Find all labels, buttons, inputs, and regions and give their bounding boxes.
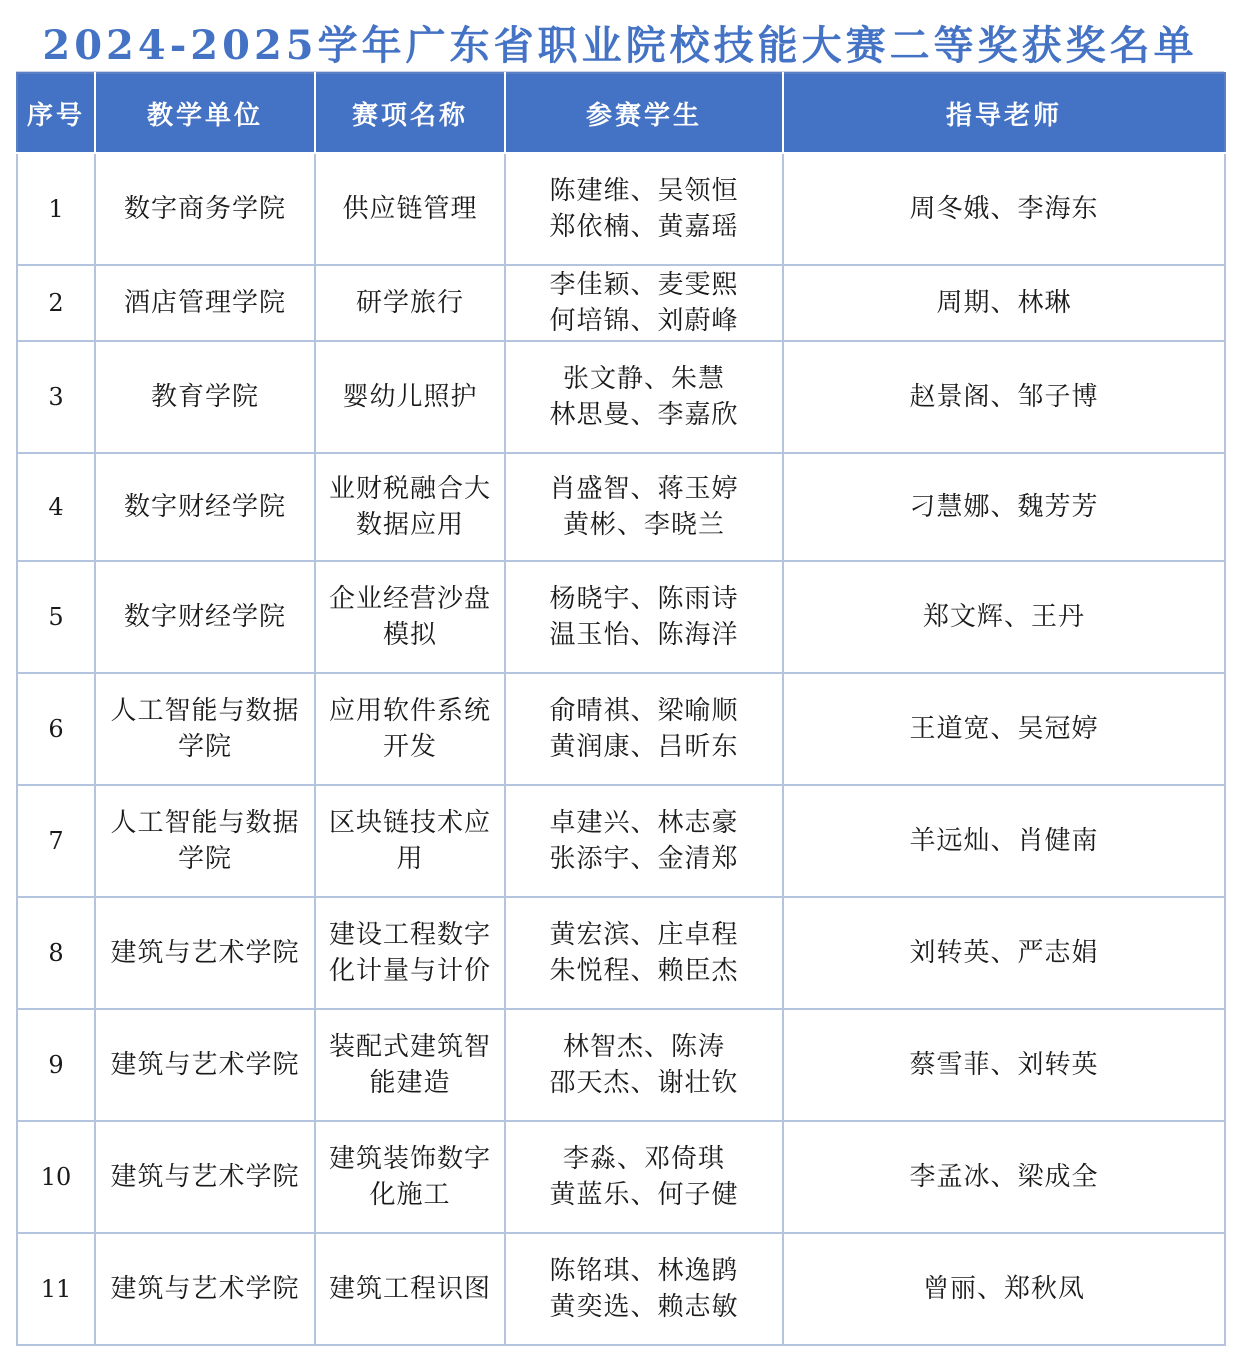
header-unit: 教学单位 bbox=[95, 73, 315, 153]
cell-students bbox=[505, 1233, 783, 1345]
cell-event: 业财税融合大数据应用 bbox=[315, 453, 505, 561]
student-pair: 林思曼、李嘉欣 bbox=[549, 400, 739, 430]
cell-students bbox=[505, 1121, 783, 1233]
awards-table bbox=[16, 72, 1226, 1346]
student-pair: 黄宏滨、庄卓程 bbox=[549, 920, 739, 950]
cell-advisors: 刘转英、严志娟 bbox=[783, 897, 1225, 1009]
cell-event: 应用软件系统开发 bbox=[315, 673, 505, 785]
cell-unit: 人工智能与数据学院 bbox=[95, 785, 315, 897]
table-row bbox=[17, 1233, 1225, 1345]
page-title: 2024-2025学年广东省职业院校技能大赛二等奖获奖名单 bbox=[16, 14, 1224, 72]
cell-unit: 数字财经学院 bbox=[95, 453, 315, 561]
table-row bbox=[17, 453, 1225, 561]
student-pair: 张文静、朱慧 bbox=[562, 364, 725, 394]
cell-event: 建设工程数字化计量与计价 bbox=[315, 897, 505, 1009]
cell-advisors: 郑文辉、王丹 bbox=[783, 561, 1225, 673]
cell-unit: 数字商务学院 bbox=[95, 153, 315, 265]
cell-advisors: 赵景阁、邹子博 bbox=[783, 341, 1225, 453]
table-row bbox=[17, 153, 1225, 265]
cell-event: 企业经营沙盘模拟 bbox=[315, 561, 505, 673]
cell-students bbox=[505, 1009, 783, 1121]
cell-students bbox=[505, 897, 783, 1009]
cell-advisors: 羊远灿、肖健南 bbox=[783, 785, 1225, 897]
cell-unit: 建筑与艺术学院 bbox=[95, 1009, 315, 1121]
student-pair: 陈铭琪、林逸鹍 bbox=[549, 1256, 739, 1286]
student-pair: 黄蓝乐、何子健 bbox=[549, 1180, 739, 1210]
header-row bbox=[17, 73, 1225, 153]
student-pair: 何培锦、刘蔚峰 bbox=[549, 306, 739, 336]
table-body bbox=[17, 153, 1225, 1345]
student-pair: 俞晴祺、梁喻顺 bbox=[549, 696, 739, 726]
student-pair: 黄彬、李晓兰 bbox=[562, 510, 725, 540]
student-pair: 朱悦程、赖臣杰 bbox=[549, 956, 739, 986]
student-pair: 郑依楠、黄嘉瑶 bbox=[549, 212, 739, 242]
header-advisors: 指导老师 bbox=[783, 73, 1225, 153]
cell-unit: 教育学院 bbox=[95, 341, 315, 453]
table-row bbox=[17, 1121, 1225, 1233]
cell-no: 6 bbox=[17, 673, 95, 785]
cell-unit: 酒店管理学院 bbox=[95, 265, 315, 341]
table-row bbox=[17, 785, 1225, 897]
cell-unit: 建筑与艺术学院 bbox=[95, 1121, 315, 1233]
cell-no: 7 bbox=[17, 785, 95, 897]
cell-event: 建筑工程识图 bbox=[315, 1233, 505, 1345]
student-pair: 陈建维、吴领恒 bbox=[549, 176, 739, 206]
cell-advisors: 王道宽、吴冠婷 bbox=[783, 673, 1225, 785]
cell-students bbox=[505, 265, 783, 341]
cell-event: 区块链技术应用 bbox=[315, 785, 505, 897]
student-pair: 李淼、邓倚琪 bbox=[562, 1144, 725, 1174]
student-pair: 卓建兴、林志豪 bbox=[549, 808, 739, 838]
cell-event: 建筑装饰数字化施工 bbox=[315, 1121, 505, 1233]
table-row bbox=[17, 1009, 1225, 1121]
cell-advisors: 曾丽、郑秋凤 bbox=[783, 1233, 1225, 1345]
cell-unit: 人工智能与数据学院 bbox=[95, 673, 315, 785]
cell-event: 研学旅行 bbox=[315, 265, 505, 341]
cell-unit: 建筑与艺术学院 bbox=[95, 897, 315, 1009]
student-pair: 邵天杰、谢壮钦 bbox=[549, 1068, 739, 1098]
cell-no: 10 bbox=[17, 1121, 95, 1233]
table-row bbox=[17, 897, 1225, 1009]
cell-no: 2 bbox=[17, 265, 95, 341]
student-pair: 黄润康、吕昕东 bbox=[549, 732, 739, 762]
student-pair: 张添宇、金清郑 bbox=[549, 844, 739, 874]
cell-no: 4 bbox=[17, 453, 95, 561]
header-students: 参赛学生 bbox=[505, 73, 783, 153]
cell-students bbox=[505, 785, 783, 897]
cell-students bbox=[505, 341, 783, 453]
cell-no: 9 bbox=[17, 1009, 95, 1121]
cell-advisors: 周冬娥、李海东 bbox=[783, 153, 1225, 265]
cell-event: 婴幼儿照护 bbox=[315, 341, 505, 453]
header-event: 赛项名称 bbox=[315, 73, 505, 153]
table-row bbox=[17, 265, 1225, 341]
student-pair: 黄奕选、赖志敏 bbox=[549, 1292, 739, 1322]
cell-students bbox=[505, 673, 783, 785]
student-pair: 林智杰、陈涛 bbox=[562, 1032, 725, 1062]
cell-no: 3 bbox=[17, 341, 95, 453]
header-no: 序号 bbox=[17, 73, 95, 153]
cell-event: 供应链管理 bbox=[315, 153, 505, 265]
table-row bbox=[17, 561, 1225, 673]
student-pair: 李佳颖、麦雯熙 bbox=[549, 270, 739, 300]
cell-students bbox=[505, 153, 783, 265]
table-row bbox=[17, 341, 1225, 453]
cell-advisors: 蔡雪菲、刘转英 bbox=[783, 1009, 1225, 1121]
cell-event: 装配式建筑智能建造 bbox=[315, 1009, 505, 1121]
cell-advisors: 周期、林琳 bbox=[783, 265, 1225, 341]
cell-unit: 建筑与艺术学院 bbox=[95, 1233, 315, 1345]
cell-no: 1 bbox=[17, 153, 95, 265]
table-row bbox=[17, 673, 1225, 785]
student-pair: 温玉怡、陈海洋 bbox=[549, 620, 739, 650]
student-pair: 肖盛智、蒋玉婷 bbox=[549, 474, 739, 504]
cell-advisors: 李孟冰、梁成全 bbox=[783, 1121, 1225, 1233]
cell-advisors: 刁慧娜、魏芳芳 bbox=[783, 453, 1225, 561]
cell-students bbox=[505, 561, 783, 673]
cell-no: 11 bbox=[17, 1233, 95, 1345]
cell-unit: 数字财经学院 bbox=[95, 561, 315, 673]
cell-students bbox=[505, 453, 783, 561]
student-pair: 杨晓宇、陈雨诗 bbox=[549, 584, 739, 614]
cell-no: 5 bbox=[17, 561, 95, 673]
cell-no: 8 bbox=[17, 897, 95, 1009]
